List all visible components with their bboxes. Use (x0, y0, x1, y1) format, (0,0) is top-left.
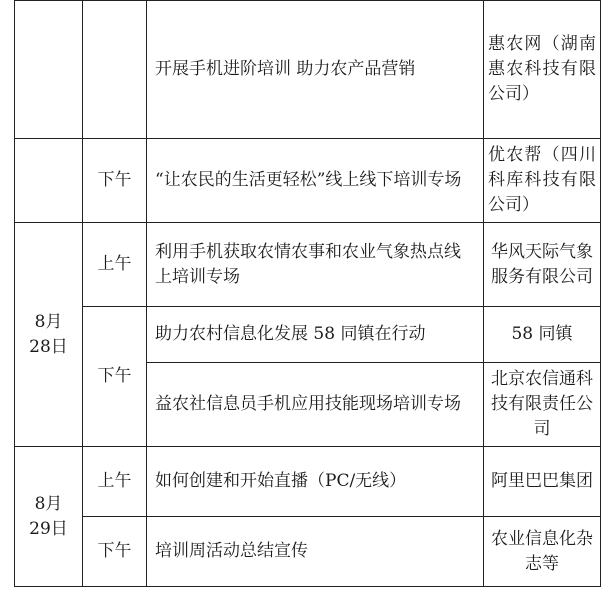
date-cell: 8月28日 (15, 223, 83, 447)
table-row (15, 1, 601, 139)
table-row (15, 447, 601, 517)
topic-cell: 培训周活动总结宣传 (147, 517, 484, 587)
org-cell: 华风天际气象服务有限公司 (484, 223, 601, 307)
org-cell: 58 同镇 (484, 307, 601, 363)
topic-cell: “让农民的生活更轻松”线上线下培训专场 (147, 139, 484, 223)
org-cell: 北京农信通科技有限责任公司 (484, 363, 601, 447)
org-cell: 惠农网（湖南惠农科技有限公司） (484, 1, 601, 139)
time-cell: 上午 (83, 223, 147, 307)
date-cell (15, 1, 83, 139)
table-row (15, 307, 601, 363)
time-cell (83, 1, 147, 139)
org-cell: 农业信息化杂志等 (484, 517, 601, 587)
org-cell: 阿里巴巴集团 (484, 447, 601, 517)
topic-cell: 助力农村信息化发展 58 同镇在行动 (147, 307, 484, 363)
time-cell: 上午 (83, 447, 147, 517)
time-cell: 下午 (83, 307, 147, 447)
table-row (15, 139, 601, 223)
topic-cell: 益农社信息员手机应用技能现场培训专场 (147, 363, 484, 447)
table-row (15, 517, 601, 587)
time-cell: 下午 (83, 517, 147, 587)
topic-cell: 利用手机获取农情农事和农业气象热点线上培训专场 (147, 223, 484, 307)
org-cell: 优农帮（四川科库科技有限公司） (484, 139, 601, 223)
date-cell: 8月29日 (15, 447, 83, 587)
topic-cell: 如何创建和开始直播（PC/无线） (147, 447, 484, 517)
table-row (15, 223, 601, 307)
time-cell: 下午 (83, 139, 147, 223)
topic-cell: 开展手机进阶培训 助力农产品营销 (147, 1, 484, 139)
date-cell (15, 139, 83, 223)
schedule-table (14, 0, 601, 587)
